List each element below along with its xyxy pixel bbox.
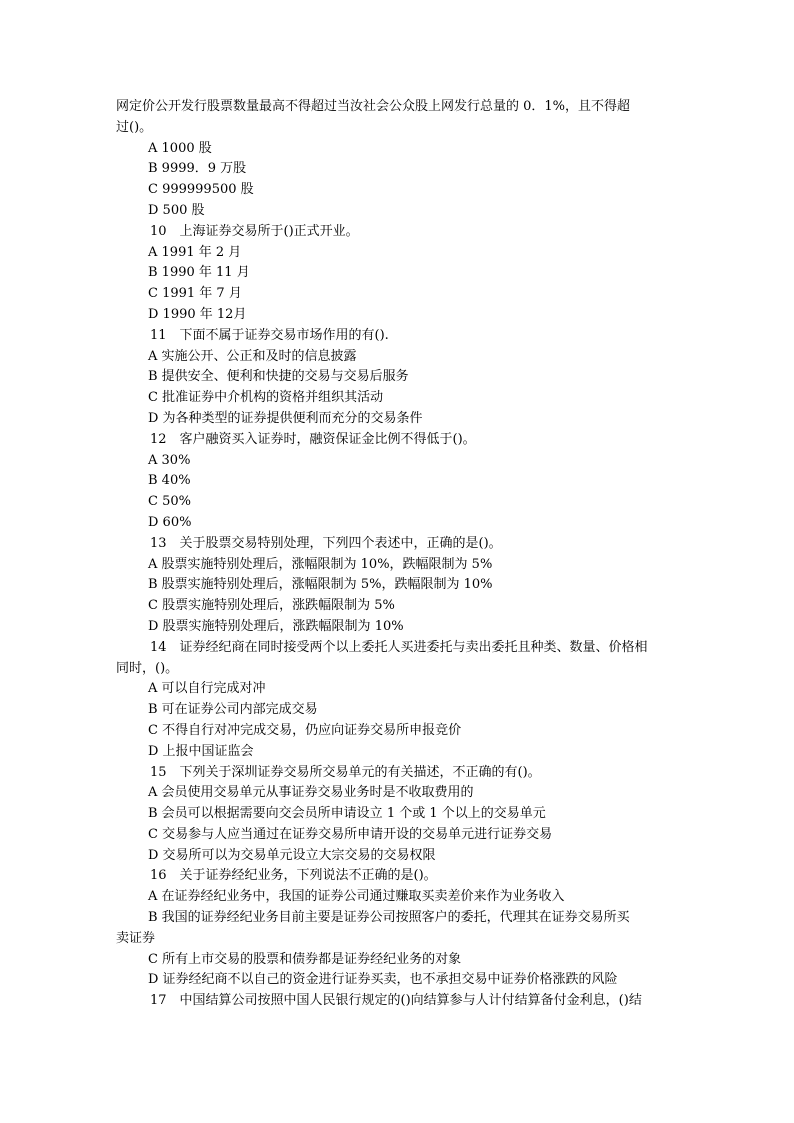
question-line: 13 关于股票交易特别处理，下列四个表述中，正确的是()。 bbox=[150, 535, 502, 551]
option-line: A 1000 股 bbox=[148, 140, 212, 156]
option-line: A 股票实施特别处理后，涨幅限制为 10%，跌幅限制为 5% bbox=[148, 556, 493, 572]
document-body bbox=[116, 97, 682, 1012]
option-line: C 所有上市交易的股票和债券都是证券经纪业务的对象 bbox=[148, 951, 462, 967]
option-line: A 会员使用交易单元从事证券交易业务时是不收取费用的 bbox=[148, 785, 474, 801]
question-line: 17 中国结算公司按照中国人民银行规定的()向结算参与人计付结算备付金利息，()结 bbox=[150, 993, 642, 1009]
option-line: D 交易所可以为交易单元设立大宗交易的交易权限 bbox=[148, 847, 436, 863]
option-line: A 30% bbox=[148, 452, 191, 468]
text-line: 网定价公开发行股票数量最高不得超过当汝社会公众股上网发行总量的 0．1%，且不得超 bbox=[116, 99, 631, 114]
option-line: D 500 股 bbox=[148, 202, 205, 218]
option-line: C 股票实施特别处理后，涨跌幅限制为 5% bbox=[148, 598, 395, 614]
option-line: D 1990 年 12月 bbox=[148, 306, 247, 322]
question-line: 15 下列关于深圳证券交易所交易单元的有关描述，不正确的有()。 bbox=[150, 764, 541, 780]
option-line: D 60% bbox=[148, 514, 192, 530]
question-line: 12 客户融资买入证券时，融资保证金比例不得低于()。 bbox=[150, 431, 476, 447]
question-line: 16 关于证券经纪业务，下列说法不正确的是()。 bbox=[150, 868, 437, 884]
option-line: B 1990 年 11 月 bbox=[148, 265, 250, 281]
question-line: 14 证券经纪商在同时接受两个以上委托人买进委托与卖出委托且种类、数量、价格相 bbox=[150, 639, 648, 655]
option-line: B 股票实施特别处理后，涨幅限制为 5%，跌幅限制为 10% bbox=[148, 577, 493, 593]
option-line: A 可以自行完成对冲 bbox=[148, 681, 266, 697]
option-line: C 批准证券中介机构的资格并组织其活动 bbox=[148, 390, 384, 406]
option-line: C 交易参与人应当通过在证券交易所申请开设的交易单元进行证券交易 bbox=[148, 826, 553, 842]
option-line: C 50% bbox=[148, 494, 191, 510]
option-line: C 不得自行对冲完成交易，仍应向证券交易所申报竞价 bbox=[148, 722, 462, 738]
option-line: A 1991 年 2 月 bbox=[148, 244, 242, 260]
option-line: B 会员可以根据需要向交会员所申请设立 1 个或 1 个以上的交易单元 bbox=[148, 806, 546, 822]
option-line: B 我国的证券经纪业务目前主要是证券公司按照客户的委托，代理其在证券交易所买 bbox=[148, 910, 630, 926]
option-line: D 上报中国证监会 bbox=[148, 743, 254, 759]
option-line: C 999999500 股 bbox=[148, 182, 254, 198]
option-line: D 证券经纪商不以自己的资金进行证券买卖，也不承担交易中证券价格涨跌的风险 bbox=[148, 972, 618, 988]
question-line: 11 下面不属于证券交易市场作用的有(). bbox=[150, 327, 389, 343]
text-line: 卖证券 bbox=[116, 930, 156, 946]
option-line: A 实施公开、公正和及时的信息披露 bbox=[148, 348, 357, 364]
text-line: 同时，()。 bbox=[116, 660, 179, 676]
option-line: D 股票实施特别处理后，涨跌幅限制为 10% bbox=[148, 618, 404, 634]
option-line: B 提供安全、便利和快捷的交易与交易后服务 bbox=[148, 369, 409, 385]
option-line: A 在证券经纪业务中，我国的证券公司通过赚取买卖差价来作为业务收入 bbox=[148, 889, 565, 905]
question-line: 10 上海证券交易所于()正式开业。 bbox=[150, 223, 359, 239]
option-line: D 为各种类型的证券提供便利而充分的交易条件 bbox=[148, 410, 423, 426]
option-line: B 9999．9 万股 bbox=[148, 161, 247, 177]
option-line: B 40% bbox=[148, 473, 191, 489]
text-line: 过()。 bbox=[116, 119, 153, 135]
option-line: B 可在证券公司内部完成交易 bbox=[148, 702, 318, 718]
option-line: C 1991 年 7 月 bbox=[148, 286, 242, 302]
